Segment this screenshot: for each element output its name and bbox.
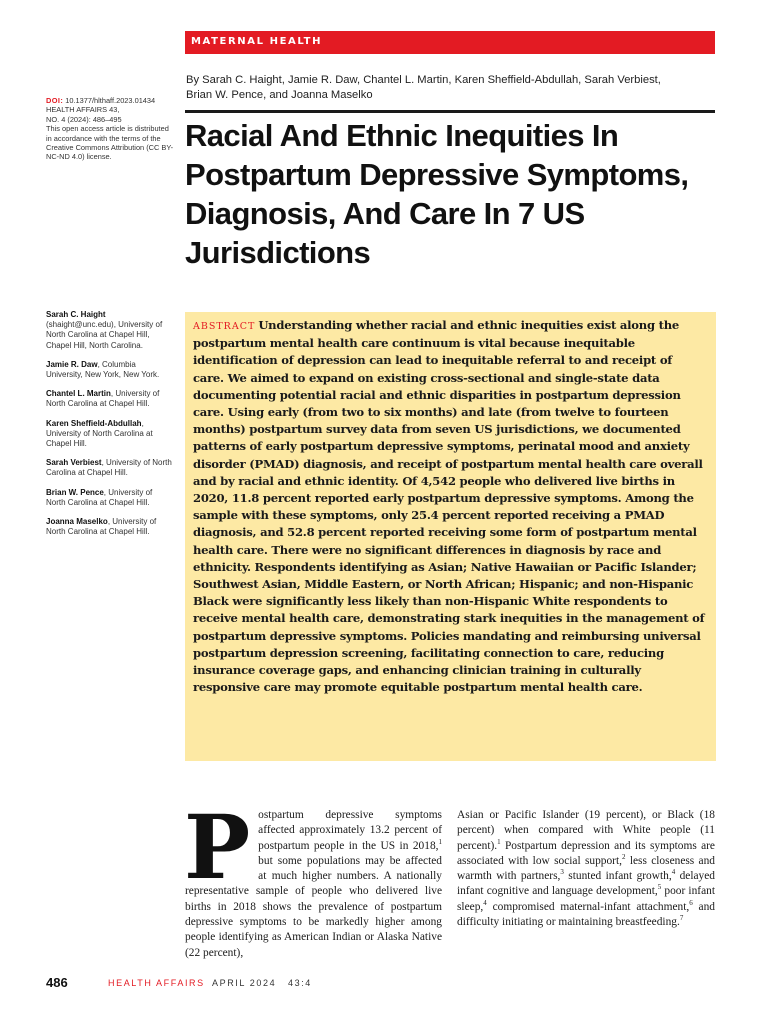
- reference-link[interactable]: 3: [560, 868, 564, 877]
- doi-link[interactable]: 10.1377/hlthaff.2023.01434: [65, 96, 156, 105]
- citation-line-2: NO. 4 (2024): 486–495: [46, 114, 122, 124]
- page-number: 486: [46, 975, 68, 990]
- author-affiliation: , Columbia University, New York, New York.: [46, 359, 160, 380]
- author-entry: [46, 458, 174, 478]
- doi-label: DOI:: [46, 96, 64, 105]
- body-text: delayed infant cognitive and language development,: [457, 870, 716, 898]
- abstract-text-block: [193, 317, 706, 696]
- abstract-text: Understanding whether racial and ethnic inequities exist along the postpartum mental health care continuum is vital because inequitable identification of depression can lead to inequitable referral to and receipt of care. We aimed to expand on existing cross-sectional and single-state data documenting potential racial and ethnic disparities in postpartum depression care. Using early (from two to six months) and late (from twelve to fourteen months) postpartum survey data from seven US jurisdictions, we documented patterns of early postpartum depressive symptoms, perinatal mood and anxiety disorder (PMAD) diagnosis, and receipt of postpartum mental health care overall and by racial and ethnic identity. Of 4,542 people who delivered live births in 2020, 11.8 percent reported early postpartum depressive symptoms. Among the sample with these symptoms, only 25.4 percent reported receiving a PMAD diagnosis, and 52.8 percent reported receiving some form of postpartum mental health care. There were no significant differences in diagnosis by race and ethnicity. Respondents identifying as Asian; Native Hawaiian or Pacific Islander; Southwest Asian, Middle Eastern, or North African; Hispanic; and non-Hispanic Black were significantly less likely than non-Hispanic White respondents to receive mental health care, demonstrating stark inequities in the management of postpartum depressive symptoms. Policies mandating and reimbursing universal postpartum depression screening, facilitating connection to care, reducing insurance coverage gaps, and enhancing clinician training in culturally responsive care may promote equitable postpartum mental health care.: [193, 318, 705, 695]
- reference-link[interactable]: 6: [689, 898, 693, 907]
- body-text: compromised maternal-infant attachment,: [486, 900, 690, 913]
- body-text: poor infant sleep,: [457, 885, 715, 913]
- author-affiliation: , University of North Carolina at Chapel Hill.: [46, 487, 153, 507]
- citation-line-1: HEALTH AFFAIRS 43,: [46, 105, 120, 115]
- body-text: and difficulty initiating or maintaining breastfeeding.: [457, 900, 715, 929]
- reference-link[interactable]: 4: [483, 898, 487, 907]
- body-text: Postpartum depression and its symptoms are associated with low social support,: [457, 839, 715, 867]
- reference-link[interactable]: 1: [438, 837, 442, 846]
- author-affiliation: , University of North Carolina at Chapel Hill.: [46, 458, 172, 478]
- license-note: This open access article is distributed in accordance with the terms of the Creative Commons Attribution (CC BY-NC-ND 4.0) license.: [46, 124, 174, 162]
- volume-issue: 43:4: [288, 978, 312, 988]
- author-affiliation: , University of North Carolina at Chapel Hill.: [46, 389, 160, 409]
- author-name: Sarah C. Haight: [46, 310, 106, 319]
- author-entry: [46, 419, 174, 450]
- author-entry: [46, 488, 174, 508]
- author-entry: [46, 360, 174, 380]
- author-entry: [46, 389, 174, 409]
- author-affiliation: , University of North Carolina at Chapel Hill.: [46, 418, 153, 449]
- page-footer: [46, 975, 716, 995]
- author-entry: [46, 517, 174, 537]
- author-name: Joanna Maselko: [46, 517, 108, 527]
- author-name: Karen Sheffield-Abdullah: [46, 418, 142, 428]
- byline-line-1: By Sarah C. Haight, Jamie R. Daw, Chantel L. Martin, Karen Sheffield-Abdullah, Sarah Verbiest,: [186, 74, 661, 86]
- body-text: but some populations may be affected at much higher numbers. A nationally representative sample of people who delivered live births in 2018 shows the prevalence of postpartum depressive symptoms to be markedly higher among people identifying as American Indian or Alaska Native (22 percent),: [185, 854, 442, 959]
- author-affiliation: , University of North Carolina at Chapel Hill.: [46, 517, 157, 537]
- body-text: Asian or Pacific Islander (19 percent), or Black (18 percent) when compared with White people (11 percent).: [457, 809, 715, 852]
- author-name: Jamie R. Daw: [46, 359, 98, 369]
- journal-name: HEALTH AFFAIRS: [108, 978, 205, 988]
- section-banner: [185, 31, 715, 54]
- body-column-1: [184, 795, 442, 961]
- reference-link[interactable]: 1: [497, 837, 501, 846]
- article-meta: [46, 96, 176, 162]
- article-title: Racial And Ethnic Inequities In Postpartum Depressive Symptoms, Diagnosis, And Care In 7 US Jurisdictions: [185, 118, 689, 270]
- author-name: Sarah Verbiest: [46, 458, 102, 468]
- author-name: Brian W. Pence: [46, 487, 104, 497]
- abstract-label: ABSTRACT: [193, 321, 256, 332]
- body-column-2: [457, 808, 715, 930]
- title-rule: [185, 110, 715, 113]
- author-affiliation: (shaight@unc.edu), University of North Carolina at Chapel Hill, Chapel Hill, North Carolina.: [46, 320, 163, 350]
- drop-cap: P: [184, 795, 251, 899]
- author-affiliations: [46, 310, 174, 546]
- author-name: Chantel L. Martin: [46, 389, 111, 399]
- reference-link[interactable]: 5: [657, 883, 662, 892]
- reference-link[interactable]: 2: [622, 853, 626, 862]
- body-text: less closeness and warmth with partners,: [457, 854, 715, 883]
- byline: [186, 73, 716, 103]
- body-text: ostpartum depressive symptoms affected approximately 13.2 percent of postpartum people in the US in 2018,: [258, 809, 442, 852]
- byline-line-2: Brian W. Pence, and Joanna Maselko: [186, 89, 373, 101]
- reference-link[interactable]: 4: [671, 868, 676, 877]
- issue-date: APRIL 2024: [212, 978, 277, 988]
- author-entry: [46, 310, 174, 351]
- abstract-box: [185, 312, 716, 761]
- reference-link[interactable]: 7: [679, 914, 684, 923]
- section-label: MATERNAL HEALTH: [191, 36, 323, 47]
- body-text: stunted infant growth,: [563, 870, 672, 883]
